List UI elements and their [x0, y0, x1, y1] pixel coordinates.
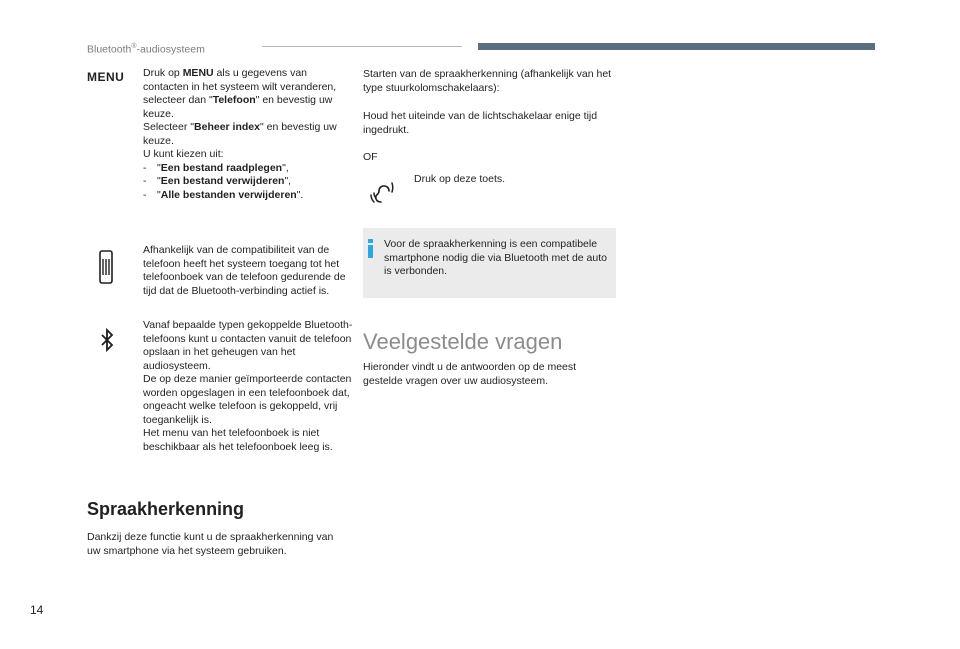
bluetooth-text: Vanaf bepaalde typen gekoppelde Bluetooth-telefoons kunt u contacten vanuit de telefoon opslaan in het geheugen van het audiosysteem. De op deze manier geïmporteerde contacten worden opgeslagen in een telefoonboek dat, ongeacht welke telefoon is gekoppeld, vrij toegankelijk is. Het menu van het telefoonboek is niet beschikbaar als het telefoonboek leeg is.: [143, 319, 353, 453]
speech-description: Dankzij deze functie kunt u de spraakherkenning van uw smartphone via het systeem gebruiken.: [87, 531, 334, 557]
page-number: 14: [30, 603, 44, 617]
list-item: - "Alle bestanden verwijderen".: [143, 189, 353, 203]
list-item: - "Een bestand verwijderen",: [143, 175, 353, 189]
menu-options-list: [143, 162, 353, 203]
phone-compatibility-text: Afhankelijk van de compatibiliteit van de telefoon heeft het systeem toegang tot het telefoonboek van de telefoon gedurende de tijd dat de Bluetooth-verbinding actief is.: [143, 244, 346, 297]
faq-description: Hieronder vindt u de antwoorden op de meest gestelde vragen over uw audiosysteem.: [363, 361, 577, 387]
menu-key-icon: MENU: [87, 70, 125, 84]
info-icon: [368, 239, 373, 258]
menu-instruction-line1: Druk op MENU als u gegevens van contacten in het systeem wilt veranderen, selecteer dan "Telefoon" en bevestig uw keuze.: [143, 67, 337, 120]
press-button-text: Druk op deze toets.: [414, 173, 506, 185]
menu-instruction-line3: U kunt kiezen uit:: [143, 148, 224, 160]
voice-start-text: Starten van de spraakherkenning (afhankelijk van het type stuurkolomschakelaars):: [363, 68, 612, 94]
phone-icon: [99, 250, 113, 284]
voice-command-icon: [368, 180, 396, 206]
header-divider: [262, 46, 462, 47]
header-accent-bar: [478, 43, 875, 50]
info-box-text: Voor de spraakherkenning is een compatibele smartphone nodig die via Bluetooth met de auto is verbonden.: [384, 238, 607, 277]
menu-instruction-line2: Selecteer "Beheer index" en bevestig uw keuze.: [143, 121, 337, 147]
or-text: OF: [363, 151, 378, 163]
light-switch-text: Houd het uiteinde van de lichtschakelaar enige tijd ingedrukt.: [363, 110, 598, 136]
running-header: Bluetooth®-audiosysteem: [87, 43, 205, 56]
section-title-speech: Spraakherkenning: [87, 499, 245, 519]
list-item: - "Een bestand raadplegen",: [143, 162, 353, 176]
bluetooth-icon: [100, 328, 114, 352]
section-title-faq: Veelgestelde vragen: [363, 329, 563, 354]
menu-instructions: [143, 67, 353, 202]
